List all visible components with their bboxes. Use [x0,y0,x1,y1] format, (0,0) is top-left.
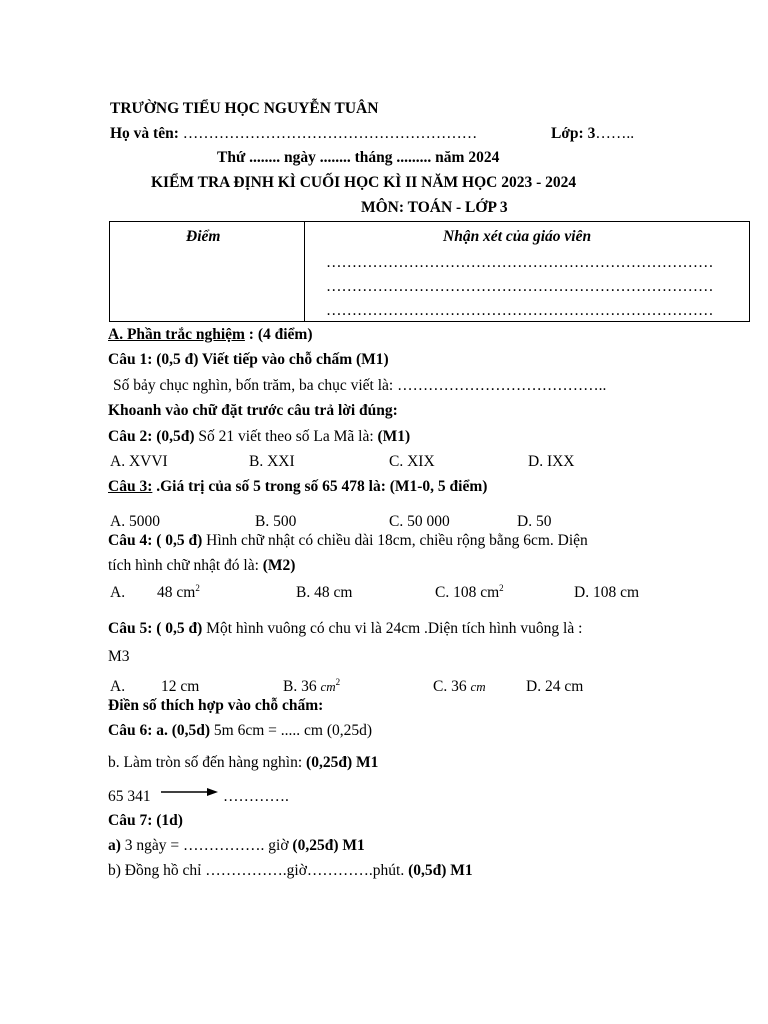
q6-label: Câu 6: a. (0,5d) [108,722,211,739]
section-a-title: A. Phần trắc nghiệm [108,326,245,343]
school-name: TRƯỜNG TIỂU HỌC NGUYỄN TUÂN [110,100,379,117]
class-dots: …….. [595,125,635,142]
q4-option-a [157,583,200,603]
q4-label: Câu 4: ( 0,5 đ) [108,532,203,549]
exam-title: KIỂM TRA ĐỊNH KÌ CUỐI HỌC KÌ II NĂM HỌC 2023 - 2024 [151,174,577,191]
q5-line [108,619,582,639]
q3-text: .Giá trị của số 5 trong số 65 478 là: (M1-0, 5 điểm) [152,478,488,495]
q4-level: (M2) [262,557,296,574]
q6-b-line [108,753,378,773]
q4-option-a-sup: 2 [195,583,200,593]
q2-text: Số 21 viết theo số La Mã là: [194,428,378,445]
q7-b-points: (0,5đ) M1 [408,862,473,879]
q1-text: Số bảy chục nghìn, bốn trăm, ba chục viết là: ………………………………….. [113,377,607,394]
q7-label: Câu 7: (1d) [108,812,183,829]
q2-label: Câu 2: (0,5đ) [108,428,195,445]
q7-a-prefix: a) [108,837,121,854]
q1-label: Câu 1: (0,5 đ) Viết tiếp vào chỗ chấm (M1) [108,351,389,368]
q6-b-text: b. Làm tròn số đến hàng nghìn: [108,754,307,771]
comment-line-2: ………………………………………………………………… [326,278,714,295]
q4-line-1 [108,531,588,551]
q4-option-a-letter: A. [110,584,126,601]
q3-option-a: A. 5000 [110,513,160,530]
q2-line [108,427,410,447]
q3-option-b: B. 500 [255,513,297,530]
q3-line [108,477,487,497]
q4-option-c-sup: 2 [499,583,504,593]
q6-number: 65 341 [108,788,151,805]
q4-option-a-value: 48 cm [157,584,196,601]
q6-answer-dots: …………. [223,788,289,805]
q5-option-b-sup: 2 [335,677,341,687]
comment-line-3: ………………………………………………………………… [326,302,714,319]
date-line: Thứ ........ ngày ........ tháng ......... năm 2024 [217,149,500,166]
q5-option-b [283,677,340,697]
section-a-heading [108,325,313,345]
comment-label: Nhận xét của giáo viên [443,228,592,245]
multiple-choice-instruction: Khoanh vào chữ đặt trước câu trả lời đúng: [108,402,398,419]
q2-option-c: C. XIX [389,453,435,470]
q2-option-b: B. XXI [249,453,295,470]
q3-label: Câu 3: [108,478,153,495]
q7-a-points: (0,25đ) M1 [292,837,365,854]
q3-option-d: D. 50 [517,513,552,530]
q7-b-line [108,861,473,881]
arrow-icon [161,785,219,799]
q5-option-b-value: B. 36 [283,678,317,695]
q2-option-a: A. XVVI [110,453,168,470]
q4-option-b: B. 48 cm [296,584,353,601]
q5-text: Một hình vuông có chu vi là 24cm .Diện tích hình vuông là : [202,620,583,637]
q6-text: 5m 6cm = ..... cm (0,25d) [210,722,373,739]
q6-line [108,721,372,741]
subject-title: MÔN: TOÁN - LỚP 3 [361,199,508,216]
name-dots: ………………………………………………… [182,125,478,142]
q5-option-c-unit: cm [470,679,486,694]
section-a-points: : (4 điểm) [244,326,313,343]
q3-option-c: C. 50 000 [389,513,450,530]
q5-option-a-letter: A. [110,678,126,695]
q5-option-a: 12 cm [161,678,200,695]
class-line [551,124,634,144]
q4-line-2 [108,556,295,576]
q4-option-d: D. 108 cm [574,584,640,601]
q4-text-1: Hình chữ nhật có chiều dài 18cm, chiều rộng bằng 6cm. Diện [202,532,588,549]
q4-text-2: tích hình chữ nhật đó là: [108,557,263,574]
class-label: Lớp: 3 [551,125,596,142]
q7-b-text: b) Đồng hồ chỉ …………….giờ………….phút. [108,862,409,879]
q4-option-c [435,583,504,603]
q5-option-d: D. 24 cm [526,678,584,695]
q6-b-points: (0,25đ) M1 [306,754,379,771]
q5-level: M3 [108,648,130,665]
q5-option-b-unit: cm [320,679,336,694]
q2-option-d: D. IXX [528,453,575,470]
q5-option-c-value: C. 36 [433,678,467,695]
comment-line-1: ………………………………………………………………… [326,254,714,271]
table-divider [304,222,305,321]
q5-option-c [433,677,486,697]
name-label: Họ và tên: [110,125,179,142]
q2-level: (M1) [377,428,411,445]
fill-heading: Điền số thích hợp vào chỗ chấm: [108,697,324,714]
q4-option-c-value: C. 108 cm [435,584,500,601]
score-label: Điểm [186,228,221,245]
q5-label: Câu 5: ( 0,5 đ) [108,620,203,637]
q7-a-line [108,836,365,856]
q7-a-text: 3 ngày = ……………. giờ [120,837,293,854]
student-name-line [110,124,477,144]
